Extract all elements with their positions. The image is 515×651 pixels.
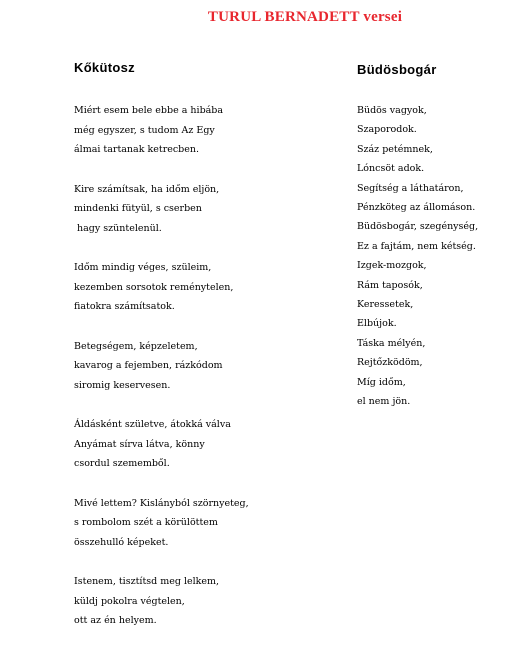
page-title: TURUL BERNADETT versei	[207, 9, 403, 25]
poem-title-right: Büdösbogár	[357, 62, 437, 77]
poem-line: összehulló képeket.	[74, 536, 169, 548]
poem-line: Istenem, tisztítsd meg lelkem,	[74, 576, 220, 587]
poem-title-left: Kőkütosz	[74, 60, 135, 75]
stanza	[74, 415, 314, 474]
poem-line: s rombolom szét a körülöttem	[74, 517, 218, 528]
stanza	[74, 101, 314, 160]
poem-line: Miért esem bele ebbe a hibába	[74, 105, 224, 116]
stanza	[74, 572, 314, 631]
poem-line: Rám taposók,	[357, 279, 423, 291]
poem-line: álmai tartanak ketrecben.	[74, 144, 200, 155]
poem-line: ott az én helyem.	[74, 615, 157, 626]
stanza	[74, 180, 314, 239]
poem-line: el nem jön.	[357, 396, 411, 408]
poem-line: Mivé lettem? Kislányból szörnyeteg,	[74, 497, 249, 509]
poem-line: Elbújok.	[357, 318, 397, 330]
poem-line: Szaporodok.	[357, 124, 417, 136]
stanza	[74, 494, 314, 553]
poem-kokutosz	[74, 60, 314, 651]
poem-line: Keressetek,	[357, 299, 414, 311]
poem-line: Izgek-mozgok,	[357, 260, 427, 272]
poem-line: Pénzköteg az állomáson.	[357, 202, 476, 214]
poem-line: mindenki fütyül, s cserben	[74, 203, 202, 214]
poem-line: Anyámat sírva látva, könny	[74, 438, 205, 450]
poem-line: siromig keservesen.	[74, 379, 171, 391]
poem-line: fiatokra számítsatok.	[74, 301, 175, 312]
stanza	[74, 337, 314, 396]
stanza	[357, 101, 507, 412]
poem-line: Lóncsöt adok.	[357, 163, 425, 175]
poem-line: kavarog a fejemben, rázkódom	[74, 360, 223, 371]
poem-line: Rejtőzködöm,	[357, 357, 423, 369]
poem-line: Betegségem, képzeletem,	[74, 340, 198, 352]
stanza	[74, 258, 314, 317]
poem-line: Büdös vagyok,	[357, 105, 427, 116]
poem-line: küldj pokolra végtelen,	[74, 595, 185, 607]
poem-line: Száz petémnek,	[357, 143, 433, 155]
poem-line: még egyszer, s tudom Az Egy	[74, 124, 215, 136]
poem-line: hagy szüntelenül.	[74, 222, 162, 234]
poem-line: Ez a fajtám, nem kétség.	[357, 240, 476, 252]
poem-line: kezemben sorsotok reménytelen,	[74, 281, 234, 293]
poem-line: Időm mindig véges, szüleim,	[74, 262, 212, 273]
poem-line: Büdösbogár, szegénység,	[357, 221, 479, 233]
poem-budosbogar	[357, 62, 507, 432]
poem-line: Áldásként születve, átokká válva	[74, 419, 231, 430]
poem-line: Kire számítsak, ha időm eljön,	[74, 183, 220, 195]
poem-line: Míg időm,	[357, 376, 406, 388]
poem-line: csordul szememből.	[74, 458, 170, 469]
poem-line: Segítség a láthatáron,	[357, 182, 464, 194]
poem-line: Táska mélyén,	[357, 337, 426, 349]
